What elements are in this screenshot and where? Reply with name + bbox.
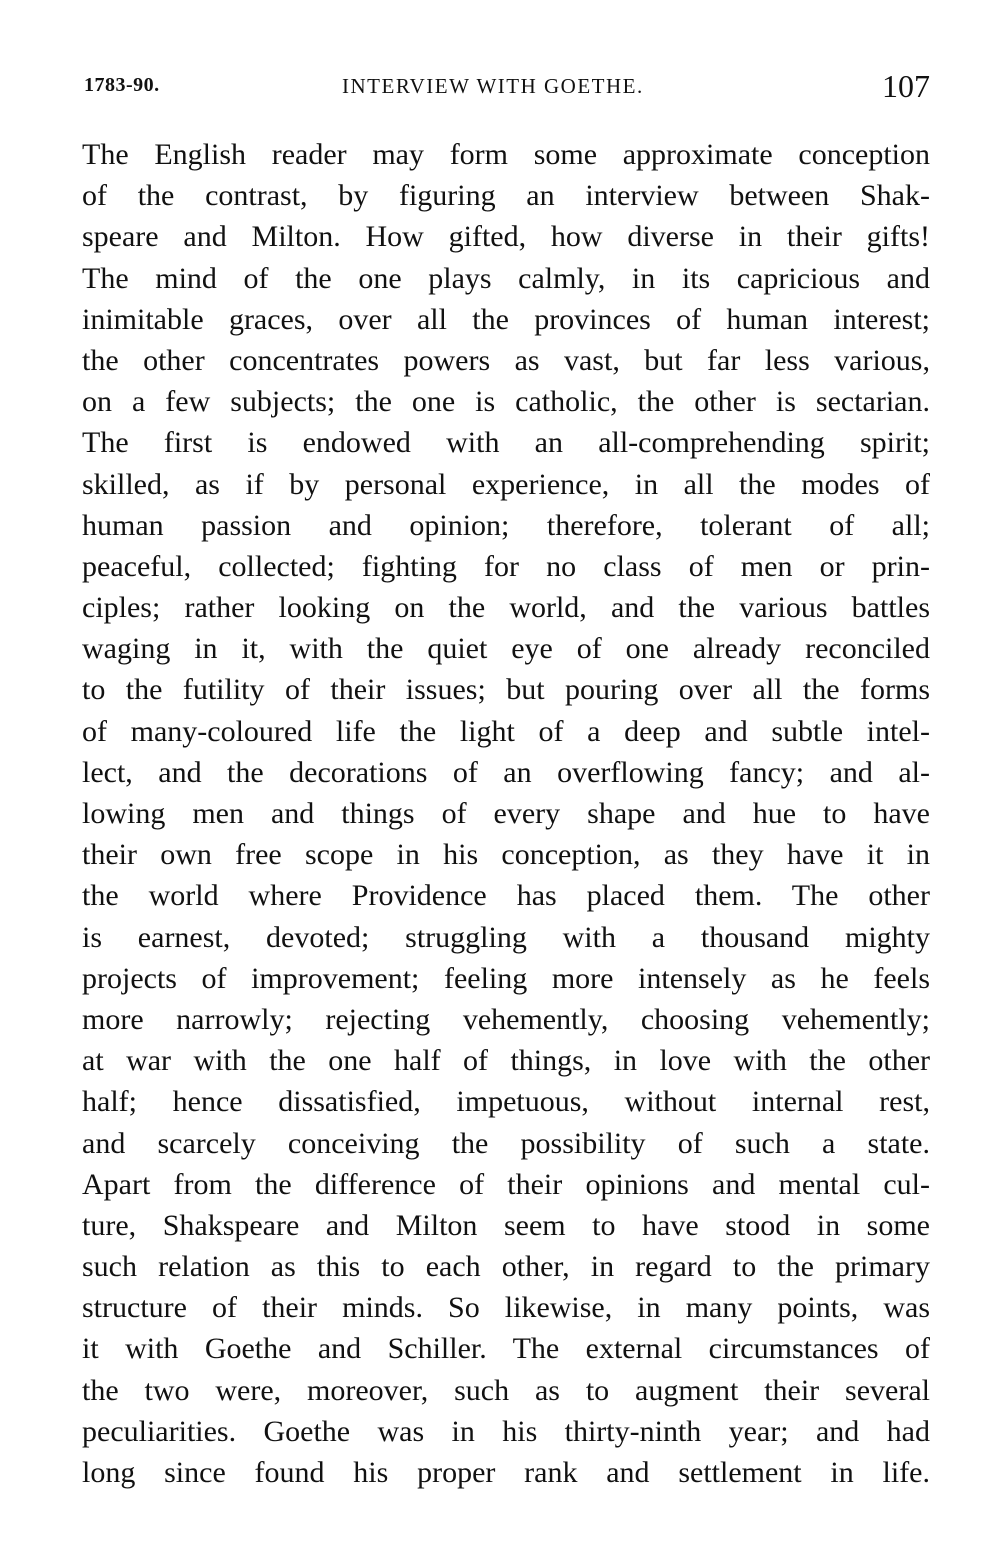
text-line: such relation as this to each other, in regard to the primary — [82, 1250, 930, 1284]
text-line: ture, Shakspeare and Milton seem to have stood in some — [82, 1208, 930, 1242]
text-line: of the contrast, by figuring an interview between Shak- — [82, 179, 930, 213]
text-line: to the futility of their issues; but pouring over all the forms — [82, 673, 930, 707]
page-number: 107 — [882, 68, 930, 104]
text-line: it with Goethe and Schiller. The external circumstances of — [82, 1332, 930, 1366]
text-line: human passion and opinion; therefore, tolerant of all; — [82, 508, 930, 542]
text-line: ciples; rather looking on the world, and the various battles — [82, 591, 930, 625]
text-line: at war with the one half of things, in love with the other — [82, 1044, 930, 1078]
text-line: half; hence dissatisfied, impetuous, without internal rest, — [82, 1085, 930, 1119]
text-line: Apart from the difference of their opinions and mental cul- — [82, 1167, 930, 1201]
text-line: more narrowly; rejecting vehemently, choosing vehemently; — [82, 1002, 930, 1036]
text-line: lowing men and things of every shape and hue to have — [82, 797, 930, 830]
text-line: long since found his proper rank and settlement in life. — [82, 1456, 930, 1489]
text-line: speare and Milton. How gifted, how diverse in their gifts! — [82, 220, 930, 254]
text-line: their own free scope in his conception, as they have it in — [82, 838, 930, 872]
text-line: the world where Providence has placed them. The other — [82, 879, 930, 913]
text-line: projects of improvement; feeling more intensely as he feels — [82, 961, 930, 995]
text-line: the two were, moreover, such as to augment their several — [82, 1373, 930, 1407]
text-line: on a few subjects; the one is catholic, the other is sectarian. — [82, 385, 930, 419]
text-line: is earnest, devoted; struggling with a thousand mighty — [82, 920, 930, 954]
text-line: the other concentrates powers as vast, but far less various, — [82, 343, 930, 377]
text-line: structure of their minds. So likewise, in many points, was — [82, 1291, 930, 1325]
text-line: peculiarities. Goethe was in his thirty-ninth year; and had — [82, 1414, 930, 1448]
body-paragraph — [82, 134, 930, 1493]
text-line: and scarcely conceiving the possibility of such a state. — [82, 1126, 930, 1160]
text-line: The English reader may form some approximate conception — [82, 138, 930, 171]
text-line: skilled, as if by personal experience, in all the modes of — [82, 467, 930, 501]
text-line: of many-coloured life the light of a deep and subtle intel- — [82, 714, 930, 748]
text-line: inimitable graces, over all the provinces of human interest; — [82, 302, 930, 336]
text-line: lect, and the decorations of an overflowing fancy; and al- — [82, 755, 930, 789]
running-head — [84, 68, 930, 108]
text-line: The first is endowed with an all-comprehending spirit; — [82, 426, 930, 460]
text-line: The mind of the one plays calmly, in its capricious and — [82, 261, 930, 295]
header-date-range: 1783-90. — [84, 74, 160, 96]
text-line: peaceful, collected; fighting for no class of men or prin- — [82, 549, 930, 583]
header-title: INTERVIEW WITH GOETHE. — [342, 74, 644, 98]
text-line: waging in it, with the quiet eye of one already reconciled — [82, 632, 930, 666]
